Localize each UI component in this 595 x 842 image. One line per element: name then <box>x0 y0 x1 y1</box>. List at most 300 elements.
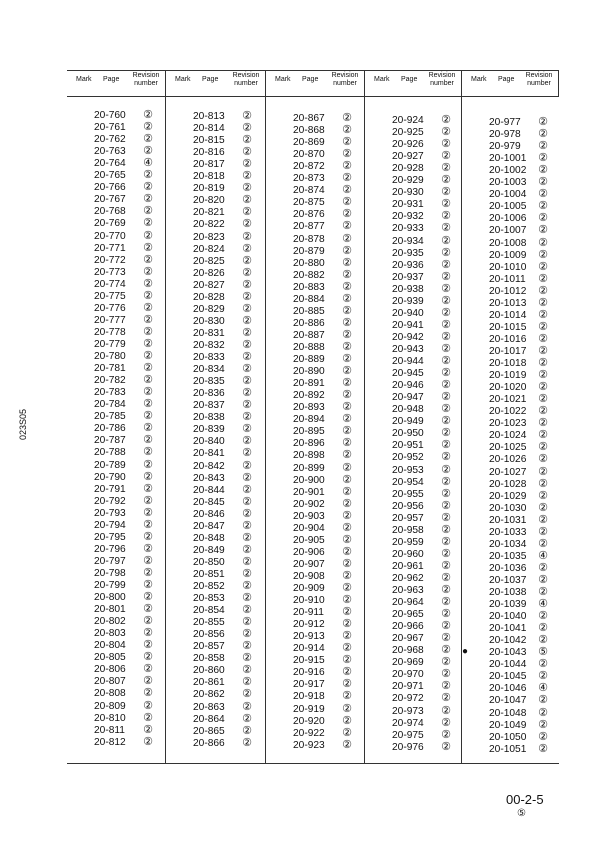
revision-cell: ② <box>538 284 548 297</box>
revision-cell: ② <box>242 411 252 424</box>
table-row <box>94 398 154 410</box>
table-row <box>489 345 549 357</box>
revision-cell: ② <box>441 596 451 608</box>
table-row <box>392 222 452 234</box>
table-row <box>392 319 452 331</box>
revision-cell: ② <box>242 676 252 689</box>
page-cell: 20-1041 <box>489 623 527 635</box>
page-cell: 20-822 <box>193 219 225 231</box>
page-cell: 20-804 <box>94 640 126 652</box>
revision-cell: ② <box>441 126 451 138</box>
revision-cell: ② <box>538 393 548 406</box>
revision-cell: ② <box>143 494 153 507</box>
page-cell: 20-794 <box>94 519 126 531</box>
revision-cell: ② <box>441 330 451 343</box>
revision-cell: ② <box>441 716 451 729</box>
page-cell: 20-1050 <box>489 731 527 743</box>
page-cell: 20-838 <box>193 412 225 424</box>
header-revision: Revision number <box>331 72 359 87</box>
header-cell <box>266 70 365 96</box>
table-row <box>193 532 253 544</box>
page-cell: 20-910 <box>293 595 325 606</box>
table-row <box>489 658 549 670</box>
table-row <box>293 136 353 148</box>
table-row <box>293 594 353 606</box>
page-cell: 20-832 <box>193 340 225 351</box>
table-row <box>392 560 452 572</box>
page-cell: 20-793 <box>94 507 126 519</box>
table-row <box>392 620 452 632</box>
revision-cell: ② <box>441 559 451 572</box>
revision-cell: ② <box>242 688 252 701</box>
page-cell: 20-796 <box>94 543 126 555</box>
page-cell: 20-1001 <box>489 153 527 165</box>
revision-cell: ② <box>538 296 548 309</box>
table-row <box>392 355 452 367</box>
table-row <box>392 391 452 403</box>
header-cell <box>462 70 559 96</box>
revision-cell: ② <box>242 242 252 255</box>
table-row <box>293 281 353 293</box>
revision-cell: ② <box>538 477 548 490</box>
page-cell: 20-781 <box>94 363 126 375</box>
revision-cell: ④ <box>538 682 548 695</box>
table-row <box>489 405 549 417</box>
page-cell: 20-882 <box>293 269 325 281</box>
page-cell: 20-1043 <box>489 647 527 659</box>
table-row <box>94 446 154 458</box>
page-cell: 20-788 <box>94 447 126 459</box>
page-cell: 20-856 <box>193 629 225 641</box>
revision-cell: ② <box>143 422 153 435</box>
page-cell: 20-974 <box>392 717 424 729</box>
table-row <box>293 341 353 353</box>
revision-cell: ② <box>342 244 352 257</box>
page-cell: 20-1010 <box>489 261 527 273</box>
table-row <box>392 680 452 692</box>
revision-cell: ② <box>143 530 153 543</box>
page-cell: 20-954 <box>392 476 424 488</box>
page-cell: 20-815 <box>193 135 225 147</box>
page-cell: 20-870 <box>293 149 325 161</box>
revision-cell: ② <box>538 224 548 237</box>
revision-cell: ② <box>441 367 451 380</box>
page-cell: 20-956 <box>392 500 424 512</box>
column-divider <box>364 96 365 763</box>
table-row <box>193 496 253 508</box>
revision-cell: ② <box>441 234 451 247</box>
revision-cell: ② <box>342 196 352 209</box>
page-cell: 20-827 <box>193 279 225 291</box>
table-row <box>193 701 253 713</box>
table-row <box>293 727 353 739</box>
page-cell: 20-1035 <box>489 550 527 562</box>
table-row <box>193 146 253 158</box>
page-cell: 20-915 <box>293 655 325 667</box>
page-cell: 20-878 <box>293 233 325 245</box>
revision-cell: ② <box>143 615 153 628</box>
table-row <box>489 694 549 706</box>
page-cell: 20-844 <box>193 484 225 496</box>
table-row <box>94 603 154 615</box>
page-cell: 20-840 <box>193 436 225 448</box>
table-row <box>293 148 353 160</box>
revision-cell: ② <box>242 531 252 544</box>
revision-cell: ② <box>143 603 153 615</box>
page-cell: 20-769 <box>94 218 126 230</box>
page-cell: 20-1028 <box>489 478 527 490</box>
table-row <box>392 476 452 488</box>
table-row <box>489 176 549 188</box>
revision-cell: ② <box>538 345 548 357</box>
revision-cell: ② <box>441 584 451 596</box>
table-row <box>392 584 452 596</box>
revision-cell: ② <box>538 658 548 671</box>
revision-cell: ② <box>342 606 352 618</box>
page-cell: 20-790 <box>94 471 126 483</box>
table-row <box>462 646 549 659</box>
table-row <box>94 736 154 748</box>
revision-cell: ② <box>143 133 153 146</box>
table-row <box>293 124 353 136</box>
page-cell: 20-869 <box>293 137 325 149</box>
header-page: Page <box>103 76 120 83</box>
table-row <box>489 128 549 140</box>
header-page: Page <box>302 76 319 83</box>
revision-cell: ② <box>242 736 252 749</box>
table-row <box>489 622 549 634</box>
revision-cell: ② <box>143 301 153 314</box>
page-cell: 20-816 <box>193 147 225 159</box>
revision-cell: ② <box>143 591 153 603</box>
page-cell: 20-862 <box>193 689 225 701</box>
revision-cell: ② <box>342 112 352 124</box>
table-row <box>293 269 353 281</box>
revision-cell: ② <box>342 461 352 474</box>
page-cell: 20-1029 <box>489 490 527 502</box>
page-cell: 20-775 <box>94 290 126 302</box>
table-row <box>94 724 154 736</box>
page-cell: 20-760 <box>94 110 126 121</box>
table-row <box>489 152 549 164</box>
header-mark: Mark <box>471 76 487 83</box>
revision-cell: ② <box>538 164 548 177</box>
page-cell: 20-925 <box>392 127 424 138</box>
page-cell: 20-776 <box>94 302 126 314</box>
revision-cell: ② <box>538 260 548 273</box>
revision-cell: ② <box>342 509 352 522</box>
revision-cell: ② <box>342 184 352 197</box>
revision-cell: ② <box>342 569 352 582</box>
page-cell: 20-1044 <box>489 659 527 671</box>
table-row <box>392 536 452 548</box>
header-revision: Revision number <box>525 72 553 87</box>
table-row <box>489 502 549 514</box>
page-cell: 20-835 <box>193 376 225 388</box>
table-row <box>193 520 253 532</box>
revision-cell: ② <box>441 475 451 488</box>
table-row <box>193 411 253 423</box>
revision-cell: ④ <box>143 157 153 170</box>
table-row <box>489 514 549 526</box>
page-cell: 20-774 <box>94 278 126 290</box>
table-row <box>392 572 452 584</box>
revision-cell: ② <box>143 109 153 121</box>
table-row <box>392 451 452 463</box>
table-row <box>293 666 353 678</box>
table-row <box>94 422 154 434</box>
page-cell: 20-782 <box>94 375 126 387</box>
table-row <box>392 717 452 729</box>
revision-cell: ② <box>441 632 451 645</box>
revision-cell: ② <box>342 268 352 281</box>
page-cell: 20-935 <box>392 247 424 259</box>
page-cell: 20-846 <box>193 508 225 520</box>
page-cell: 20-1013 <box>489 297 527 309</box>
table-row <box>293 690 353 702</box>
page-cell: 20-973 <box>392 705 424 717</box>
page-cell: 20-948 <box>392 404 424 416</box>
revision-cell: ④ <box>538 549 548 562</box>
revision-cell: ② <box>242 435 252 448</box>
table-row <box>94 217 154 229</box>
revision-cell: ② <box>441 487 451 500</box>
table-row <box>293 184 353 196</box>
revision-cell: ② <box>538 308 548 321</box>
table-row <box>193 580 253 592</box>
revision-cell: ② <box>143 277 153 290</box>
page-cell: 20-942 <box>392 331 424 343</box>
page-cell: 20-960 <box>392 548 424 560</box>
table-row <box>293 642 353 654</box>
page-cell: 20-821 <box>193 207 225 219</box>
page-cell: 20-806 <box>94 664 126 676</box>
revision-cell: ② <box>441 608 451 620</box>
revision-cell: ② <box>342 521 352 534</box>
revision-cell: ② <box>242 158 252 171</box>
revision-cell: ② <box>342 208 352 221</box>
revision-cell: ② <box>143 458 153 471</box>
table-row <box>489 140 549 152</box>
page-cell: 20-824 <box>193 243 225 255</box>
table-row <box>293 582 353 594</box>
revision-cell: ② <box>538 694 548 707</box>
page-cell: 20-931 <box>392 199 424 211</box>
table-row <box>193 327 253 339</box>
table-row <box>94 579 154 591</box>
revision-cell: ② <box>342 690 352 703</box>
page-cell: 20-952 <box>392 452 424 464</box>
header-page: Page <box>498 76 515 83</box>
table-row <box>489 297 549 309</box>
table-row <box>193 182 253 194</box>
page-cell: 20-917 <box>293 679 325 691</box>
revision-cell: ② <box>242 206 252 219</box>
revision-cell: ② <box>538 248 548 261</box>
revision-cell: ② <box>143 121 153 133</box>
page-cell: 20-951 <box>392 440 424 452</box>
page-cell: 20-964 <box>392 597 424 608</box>
revision-cell: ② <box>143 482 153 495</box>
revision-cell: ② <box>441 415 451 428</box>
revision-cell: ② <box>538 236 548 249</box>
revision-cell: ② <box>538 586 548 598</box>
revision-cell: ② <box>441 644 451 657</box>
page-cell: 20-837 <box>193 400 225 412</box>
table-row <box>94 410 154 422</box>
table-row <box>392 307 452 319</box>
revision-cell: ② <box>342 341 352 353</box>
table-row <box>193 218 253 230</box>
table-row <box>193 628 253 640</box>
page-cell: 20-1007 <box>489 225 527 237</box>
revision-cell: ② <box>538 501 548 514</box>
page-cell: 20-900 <box>293 474 325 486</box>
page-cell: 20-937 <box>392 271 424 283</box>
revision-cell: ② <box>242 459 252 472</box>
page-cell: 20-911 <box>293 607 324 618</box>
page-cell: 20-944 <box>392 356 424 367</box>
table-row <box>94 193 154 205</box>
table-row <box>489 357 549 369</box>
table-row <box>392 235 452 247</box>
page-cell: 20-798 <box>94 567 126 579</box>
page-cell: 20-785 <box>94 411 126 423</box>
revision-cell: ② <box>342 642 352 655</box>
page-cell: 20-1016 <box>489 333 527 345</box>
page-cell: 20-1020 <box>489 382 527 394</box>
page-cell: 20-977 <box>489 117 521 128</box>
table-row <box>94 314 154 326</box>
revision-cell: ② <box>441 150 451 163</box>
revision-cell: ② <box>242 339 252 351</box>
table-row <box>489 670 549 682</box>
revision-cell: ② <box>143 289 153 302</box>
revision-cell: ② <box>143 711 153 724</box>
table-row <box>193 508 253 520</box>
page-cell: 20-1021 <box>489 394 527 406</box>
page-cell: 20-861 <box>193 677 225 689</box>
revision-cell: ② <box>143 374 153 387</box>
page-cell: 20-1024 <box>489 430 527 442</box>
revision-cell: ② <box>242 628 252 641</box>
revision-cell: ② <box>143 506 153 519</box>
table-row <box>193 460 253 472</box>
table-row <box>94 434 154 446</box>
table-row <box>94 302 154 314</box>
revision-cell: ② <box>242 110 252 122</box>
revision-cell: ② <box>342 425 352 438</box>
header-mark: Mark <box>374 76 390 83</box>
table-row <box>392 331 452 343</box>
table-row <box>392 138 452 150</box>
page-cell: 20-858 <box>193 653 225 665</box>
table-row <box>293 437 353 449</box>
table-row <box>392 488 452 500</box>
page-cell: 20-809 <box>94 700 126 712</box>
table-row <box>193 484 253 496</box>
revision-cell: ② <box>441 391 451 404</box>
table-row <box>293 715 353 727</box>
page-cell: 20-889 <box>293 354 325 365</box>
revision-cell: ② <box>342 594 352 606</box>
table-row <box>489 538 549 550</box>
table-row <box>392 186 452 198</box>
table-row <box>94 651 154 663</box>
table-row <box>489 598 549 610</box>
page-cell: 20-1003 <box>489 177 527 189</box>
page-cell: 20-922 <box>293 727 325 739</box>
table-row <box>392 464 452 476</box>
revision-cell: ② <box>441 379 451 392</box>
revision-cell: ② <box>143 193 153 206</box>
page-cell: 20-965 <box>392 609 424 620</box>
table-row <box>392 126 452 138</box>
table-row <box>193 435 253 447</box>
table-row <box>489 249 549 261</box>
page-cell: 20-1017 <box>489 346 527 357</box>
revision-cell: ② <box>242 483 252 496</box>
revision-cell: ② <box>538 465 548 478</box>
revision-cell: ② <box>538 525 548 538</box>
revision-cell: ② <box>143 253 153 266</box>
table-row <box>489 682 549 694</box>
revision-cell: ② <box>143 350 153 362</box>
revision-cell: ② <box>538 272 548 285</box>
page-cell: 20-961 <box>392 560 424 572</box>
page-cell: 20-791 <box>94 483 126 495</box>
page-cell: 20-880 <box>293 257 325 269</box>
table-row <box>193 170 253 182</box>
table-row <box>193 158 253 170</box>
table-row <box>193 206 253 218</box>
table-row <box>293 220 353 232</box>
revision-cell: ② <box>143 362 153 375</box>
table-row <box>94 254 154 266</box>
page-cell: 20-1008 <box>489 237 527 249</box>
revision-cell: ② <box>242 700 252 713</box>
table-row <box>94 326 154 338</box>
page-cell: 20-833 <box>193 352 225 363</box>
page-cell: 20-1005 <box>489 201 527 213</box>
page-cell: 20-962 <box>392 572 424 584</box>
page-cell: 20-818 <box>193 171 225 183</box>
revision-cell: ② <box>143 217 153 230</box>
page-cell: 20-879 <box>293 245 325 257</box>
table-row <box>489 116 549 128</box>
table-row <box>293 558 353 570</box>
table-row <box>489 164 549 176</box>
page-cell: 20-853 <box>193 593 225 604</box>
table-row <box>293 208 353 220</box>
page-cell: 20-918 <box>293 691 325 703</box>
table-row <box>193 291 253 303</box>
revision-cell: ② <box>342 304 352 317</box>
revision-cell: ② <box>441 620 451 633</box>
revision-cell: ② <box>143 735 153 748</box>
table-row <box>293 401 353 413</box>
revision-cell: ② <box>342 702 352 715</box>
table-row <box>293 196 353 208</box>
page-cell: 20-777 <box>94 314 126 326</box>
page-cell: 20-820 <box>193 195 225 207</box>
table-row <box>293 305 353 317</box>
table-row <box>193 279 253 291</box>
revision-cell: ② <box>538 622 548 635</box>
header-mark: Mark <box>275 76 291 83</box>
table-row <box>489 237 549 249</box>
revision-cell: ② <box>143 386 153 399</box>
